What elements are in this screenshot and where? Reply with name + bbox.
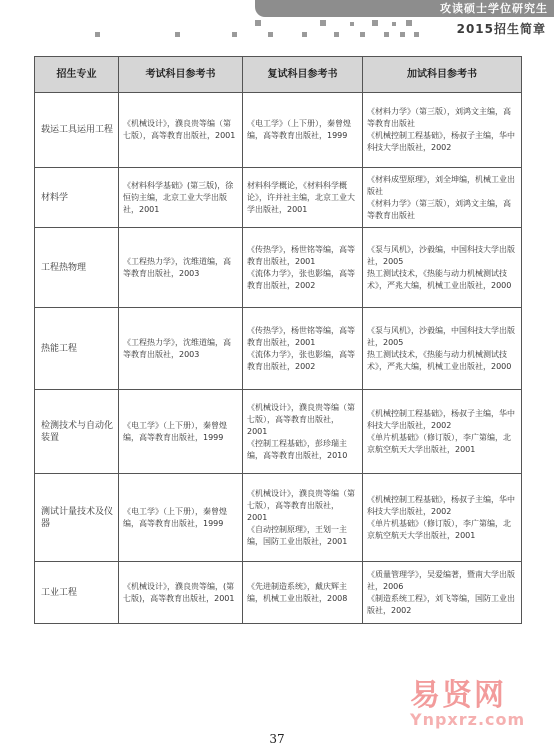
extra-cell — [363, 168, 522, 228]
table-row — [35, 562, 522, 624]
reference-books-table — [34, 56, 522, 624]
column-header-retest: 复试科目参考书 — [243, 57, 363, 93]
exam-cell — [119, 93, 243, 168]
book-entry: 《先进制造系统》，戴庆辉主编，机械工业出版社，2008 — [247, 581, 348, 603]
header-bar — [255, 0, 554, 17]
book-entry: 《工程热力学》，沈维道编，高等教育出版社，2003 — [123, 337, 231, 359]
table-row — [35, 93, 522, 168]
extra-cell — [363, 562, 522, 624]
retest-cell — [243, 474, 363, 562]
decor-square — [384, 32, 389, 37]
decor-square — [232, 32, 237, 37]
book-entry: 《质量管理学》，吴爱编著，暨南大学出版社，2006 — [367, 569, 515, 591]
column-header-exam: 考试科目参考书 — [119, 57, 243, 93]
exam-cell — [119, 308, 243, 390]
extra-cell — [363, 390, 522, 474]
book-entry: 《泵与风机》，沙毅编，中国科技大学出版社，2005 — [367, 325, 515, 347]
retest-cell — [243, 228, 363, 308]
book-entry: 《单片机基础》（修订版），李广第编，北京航空航天大学出版社，2001 — [367, 518, 511, 540]
book-entry: 《流体力学》，张也影编，高等教育出版社，2002 — [247, 268, 355, 290]
decor-square — [175, 32, 180, 37]
table-row — [35, 228, 522, 308]
table-row — [35, 390, 522, 474]
book-entry: 热工测试技术，《热能与动力机械测试技术》，严兆大编，机械工业出版社，2000 — [367, 268, 512, 290]
book-entry: 《工程热力学》，沈维道编，高等教育出版社，2003 — [123, 256, 231, 278]
book-entry: 《机械设计》，濮良贵等编（第七版），高等教育出版社，2001 — [123, 119, 236, 140]
decor-square — [320, 20, 326, 26]
exam-cell — [119, 562, 243, 624]
decor-square — [400, 32, 405, 37]
book-entry: 《机械设计》，濮良贵等编（第七版），高等教育出版社，2001 — [247, 488, 355, 522]
book-entry: 《电工学》（上下册），秦曾煌编，高等教育出版社，1999 — [123, 420, 227, 442]
book-entry: 《单片机基础》（修订版），李广第编，北京航空航天大学出版社，2001 — [367, 432, 511, 454]
major-cell: 载运工具运用工程 — [35, 93, 119, 168]
decor-square — [372, 20, 378, 26]
major-cell: 热能工程 — [35, 308, 119, 390]
decor-square — [268, 32, 273, 37]
book-entry: 《电工学》（上下册），秦曾煌编，高等教育出版社，1999 — [247, 119, 351, 140]
book-entry: 《材料力学》（第三版），刘鸿文主编，高等教育出版社 — [367, 198, 511, 220]
watermark-logo-text: 易贤网 — [410, 678, 506, 713]
extra-cell — [363, 93, 522, 168]
book-entry: 《泵与风机》，沙毅编，中国科技大学出版社，2005 — [367, 244, 515, 266]
book-entry: 材料科学概论，《材料科学概论》，许并社主编，北京工业大学出版社，2001 — [247, 180, 355, 214]
book-entry: 《传热学》，杨世铭等编，高等教育出版社，2001 — [247, 325, 355, 347]
retest-cell — [243, 93, 363, 168]
book-entry: 《材料成型原理》，刘全坤编，机械工业出版社 — [367, 174, 515, 196]
page-header — [0, 0, 554, 42]
decor-square — [95, 32, 100, 37]
decor-square — [406, 20, 412, 26]
book-entry: 《机械控制工程基础》，杨叔子主编，华中科技大学出版社，2002 — [367, 131, 515, 152]
book-entry: 《流体力学》，张也影编，高等教育出版社，2002 — [247, 349, 355, 371]
exam-cell — [119, 228, 243, 308]
book-entry: 《自动控制原理》，王划一主编，国防工业出版社，2001 — [247, 524, 348, 546]
book-entry: 《机械设计》，濮良贵等编，(第七版)，高等教育出版社，2001 — [123, 581, 235, 603]
header-subtitle: 2015招生简章 — [456, 22, 546, 36]
book-entry: 《机械设计》，濮良贵等编（第七版），高等教育出版社，2001 — [247, 402, 355, 436]
decor-square — [350, 22, 354, 26]
book-entry: 《电工学》（上下册），秦曾煌编，高等教育出版社，1999 — [123, 506, 227, 528]
watermark-url: Ynpxrz.com — [410, 710, 526, 729]
decor-square — [334, 32, 339, 37]
exam-cell — [119, 168, 243, 228]
page-number: 37 — [269, 732, 285, 746]
decor-square — [360, 32, 365, 37]
decor-square — [302, 32, 307, 37]
extra-cell — [363, 474, 522, 562]
extra-cell — [363, 228, 522, 308]
book-entry: 《材料力学》（第三版），刘鸿文主编，高等教育出版社 — [367, 107, 511, 128]
major-cell: 材料学 — [35, 168, 119, 228]
retest-cell — [243, 562, 363, 624]
retest-cell — [243, 168, 363, 228]
table-row — [35, 168, 522, 228]
column-header-major: 招生专业 — [35, 57, 119, 93]
major-cell: 检测技术与自动化装置 — [35, 390, 119, 474]
table-row — [35, 308, 522, 390]
decor-square — [255, 20, 261, 26]
column-header-extra: 加试科目参考书 — [363, 57, 522, 93]
major-cell: 测试计量技术及仪器 — [35, 474, 119, 562]
major-cell: 工业工程 — [35, 562, 119, 624]
extra-cell — [363, 308, 522, 390]
book-entry: 《机械控制工程基础》，杨叔子主编，华中科技大学出版社，2002 — [367, 494, 515, 516]
book-entry: 《材料科学基础》(第三版)，徐恒钧主编，北京工业大学出版社，2001 — [123, 180, 234, 214]
exam-cell — [119, 474, 243, 562]
exam-cell — [119, 390, 243, 474]
book-entry: 热工测试技术，《热能与动力机械测试技术》，严兆大编，机械工业出版社，2000 — [367, 349, 512, 371]
retest-cell — [243, 308, 363, 390]
book-entry: 《控制工程基础》，彭珍瑞主编，高等教育出版社，2010 — [247, 438, 348, 460]
table-row — [35, 474, 522, 562]
header-title: 攻读硕士学位研究生 — [440, 2, 548, 15]
table-header-row — [35, 57, 522, 93]
retest-cell — [243, 390, 363, 474]
book-entry: 《制造系统工程》，刘飞等编，国防工业出版社，2002 — [367, 593, 515, 615]
book-entry: 《机械控制工程基础》，杨叔子主编，华中科技大学出版社，2002 — [367, 408, 515, 430]
major-cell: 工程热物理 — [35, 228, 119, 308]
book-entry: 《传热学》，杨世铭等编，高等教育出版社，2001 — [247, 244, 355, 266]
decor-square — [392, 22, 396, 26]
decor-square — [414, 32, 419, 37]
